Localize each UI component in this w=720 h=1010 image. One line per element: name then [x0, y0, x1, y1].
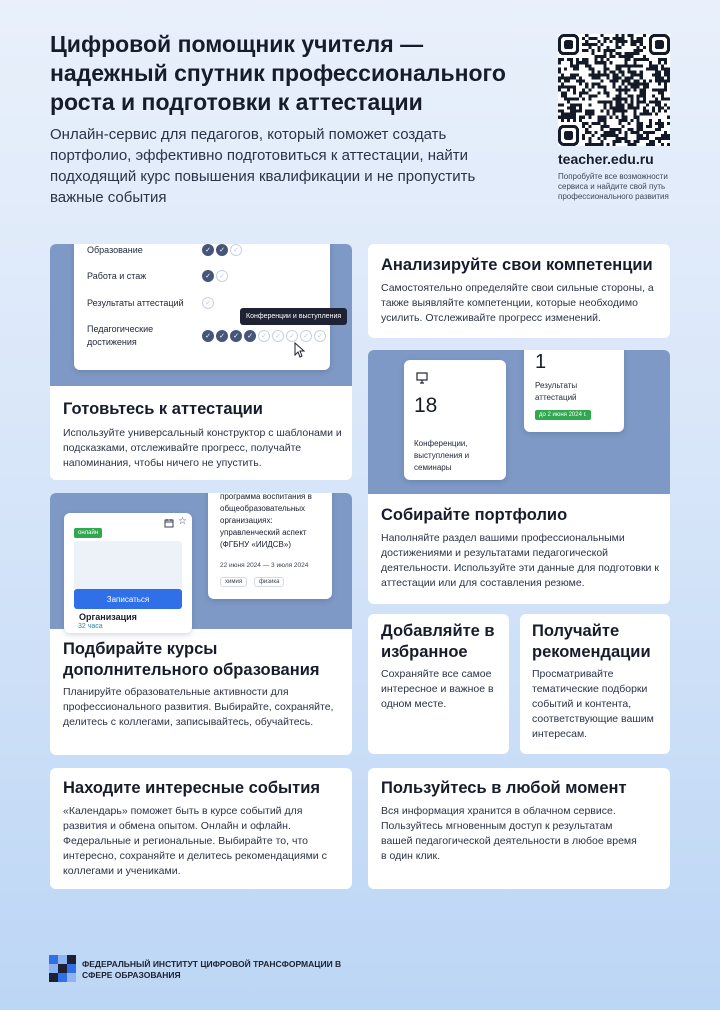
presentation-icon: [416, 372, 428, 384]
row-label-education: Образование: [87, 245, 143, 255]
calendar-add-icon[interactable]: [164, 518, 174, 528]
card-title: Добавляйте в избранное: [381, 622, 495, 661]
enroll-button[interactable]: Записаться: [74, 589, 182, 609]
institute-logo-icon: [49, 955, 76, 982]
check-pending-icon: ✓: [286, 330, 298, 342]
course-cover: [74, 541, 182, 589]
tooltip: Конференции и выступления: [240, 308, 347, 325]
qr-code-icon[interactable]: [558, 34, 670, 146]
card-media: [368, 350, 670, 494]
card-text: «Календарь» поможет быть в курсе событий для развития и обмена опытом. Онлайн и офлайн. Федеральные и региональные. Выбирайте то, что интересно, сохраняйте и делитесь рекомендациями с коллегами и учениками.: [63, 805, 327, 877]
row-checks-results: [202, 297, 214, 309]
check-pending-icon: ✓: [314, 330, 326, 342]
row-checks-education: [202, 244, 242, 256]
card-events: [50, 768, 352, 889]
card-favorites: [368, 614, 509, 754]
check-pending-icon: ✓: [202, 297, 214, 309]
card-anytime: [368, 768, 670, 889]
card-text: Сохраняйте все самое интересное и важное в одном месте.: [381, 668, 494, 710]
check-done-icon: ✓: [202, 244, 214, 256]
stat-count: 18: [414, 394, 438, 417]
check-pending-icon: ✓: [216, 270, 228, 282]
check-done-icon: ✓: [216, 330, 228, 342]
check-done-icon: ✓: [202, 270, 214, 282]
card-text: Вся информация хранится в облачном сервисе. Пользуйтесь мгновенным доступ к результатам вашей педагогической деятельности в любое время в один клик.: [381, 805, 637, 862]
site-note: Попробуйте все возможности сервиса и найдите свой путь профессионального развития: [558, 172, 669, 201]
card-recommendations: [520, 614, 670, 754]
tag: физика: [254, 577, 284, 587]
card-attestation: [50, 244, 352, 480]
check-done-icon: ✓: [216, 244, 228, 256]
card-title: Пользуйтесь в любой момент: [381, 779, 627, 797]
page-title: Цифровой помощник учителя — надежный спутник профессионального роста и подготовки к аттестации: [50, 31, 506, 115]
course-org: Организация: [79, 612, 137, 622]
check-done-icon: ✓: [202, 330, 214, 342]
card-media: [50, 244, 352, 386]
check-pending-icon: ✓: [230, 244, 242, 256]
card-courses: [50, 493, 352, 755]
card-text: Наполняйте раздел вашими профессиональными достижениями и результатами педагогической деятельности. Используйте эти данные для подготовки к аттестации или для составления резюме.: [381, 532, 659, 589]
card-text: Просматривайте тематические подборки событий и контента, соответствующие вашим интересам.: [532, 668, 654, 740]
course-hours: 32 часа: [78, 623, 103, 630]
card-title: Находите интересные события: [63, 779, 320, 797]
check-done-icon: ✓: [244, 330, 256, 342]
online-badge: онлайн: [74, 528, 102, 538]
stat-card-attestations: [524, 350, 624, 432]
stat-count: 1: [535, 351, 547, 373]
stat-label: Конференции, выступления и семинары: [414, 439, 470, 472]
program-dates: 22 июня 2024 — 3 июля 2024: [220, 562, 309, 569]
stat-card-conferences: [404, 360, 506, 480]
card-title: Готовьтесь к аттестации: [63, 400, 263, 418]
institute-name: ФЕДЕРАЛЬНЫЙ ИНСТИТУТ ЦИФРОВОЙ ТРАНСФОРМАЦИИ В СФЕРЕ ОБРАЗОВАНИЯ: [82, 959, 342, 980]
row-checks-work: [202, 270, 228, 282]
card-text: Планируйте образовательные активности для профессионального развития. Выбирайте, сохраняйте, делитесь с коллегами, записывайтесь, обучайтесь.: [63, 686, 334, 728]
card-competencies: [368, 244, 670, 338]
tag: химия: [220, 577, 247, 587]
row-label-work: Работа и стаж: [87, 271, 147, 281]
deadline-badge: до 2 июня 2024 г.: [535, 410, 591, 420]
card-text: Самостоятельно определяйте свои сильные стороны, а также выявляйте компетенции, которые необходимо усилить. Отслеживайте прогресс изменений.: [381, 282, 654, 324]
row-label-achievements: Педагогические достижения: [87, 324, 154, 347]
star-icon[interactable]: ☆: [178, 516, 187, 527]
card-title: Подбирайте курсы дополнительного образования: [63, 640, 320, 679]
attestation-mock: [74, 244, 342, 370]
stat-label: Результаты аттестаций: [535, 381, 578, 402]
card-text: Используйте универсальный конструктор с шаблонами и подсказками, отслеживайте прогресс, получайте напоминания, чтобы ничего не упустить.: [63, 427, 342, 469]
row-label-results: Результаты аттестаций: [87, 298, 184, 308]
program-title: программа воспитания в общеобразовательных организациях: управленческий аспект (ФГБНУ «ИИДСВ»): [220, 493, 312, 549]
row-checks-achievements: [202, 330, 326, 342]
card-title: Получайте рекомендации: [532, 622, 651, 661]
check-pending-icon: ✓: [272, 330, 284, 342]
cursor-icon: [294, 342, 306, 358]
card-title: Анализируйте свои компетенции: [381, 256, 653, 274]
site-url[interactable]: teacher.edu.ru: [558, 151, 654, 167]
program-card: [208, 493, 332, 599]
check-pending-icon: ✓: [258, 330, 270, 342]
card-media: [50, 493, 352, 629]
page-lead: Онлайн-сервис для педагогов, который поможет создать портфолио, эффективно подготовиться к аттестации, найти подходящий курс повышения квалификации и не пропустить важные события: [50, 126, 476, 206]
card-portfolio: [368, 350, 670, 604]
check-pending-icon: ✓: [300, 330, 312, 342]
card-title: Собирайте портфолио: [381, 506, 568, 524]
check-done-icon: ✓: [230, 330, 242, 342]
